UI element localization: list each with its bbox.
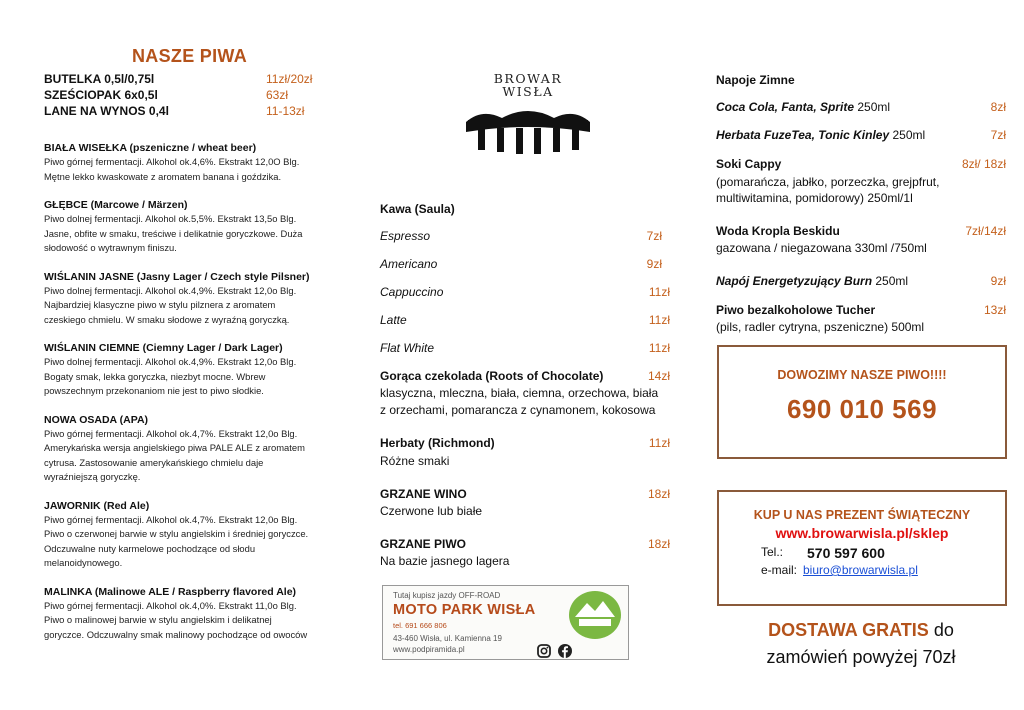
beer-item: JAWORNIK (Red Ale) Piwo górnej fermentacji. Alkohol ok.4,7%. Ekstrakt 12,0o Blg. Piwo o czerwonej barwie w stylu angielskim i średniej goryczce. Odczuwalne nuty karmelowe pochodzące od słodu melanoidynowego.: [44, 499, 309, 568]
coffee-title: Kawa (Saula): [380, 202, 455, 216]
delivery-title: DOWOZIMY NASZE PIWO!!!!: [777, 368, 947, 382]
menu-row: Woda Kropla Beskidu 7zł/14zł: [716, 224, 1006, 238]
price-row: SZEŚCIOPAK 6x0,5l 63zł: [44, 88, 289, 102]
moto-park-badge-icon: [567, 589, 623, 641]
email-link[interactable]: biuro@browarwisla.pl: [803, 563, 918, 577]
brewery-logo: [462, 72, 594, 160]
beer-item: WIŚLANIN CIEMNE (Ciemny Lager / Dark Lager) Piwo dolnej fermentacji. Alkohol ok.4,9%. Ekstrakt 12,0o Blg. Bogaty smak, lekka goryczka, niezbyt mocne. Wbrew powszechnym przekonaniom nie jest to piwo słodkie.: [44, 342, 297, 396]
price-list: [44, 71, 344, 119]
beer-item: NOWA OSADA (APA) Piwo górnej fermentacji. Alkohol ok.4,7%. Ekstrakt 12,0o Blg. Amerykańska wersja angielskiego piwa PALE ALE z aromatem cytrusa. Zastosowanie amerykańskiego chmielu daje wyraźniejszą goryczkę.: [44, 413, 305, 482]
instagram-icon[interactable]: [537, 644, 551, 658]
gift-box: [717, 490, 1007, 606]
beer-column: [44, 46, 344, 642]
menu-row: Gorąca czekolada (Roots of Chocolate) 14zł: [380, 369, 670, 383]
gift-tel-row: Tel.: 570 597 600: [761, 545, 885, 561]
menu-row: Piwo bezalkoholowe Tucher 13zł: [716, 303, 1006, 317]
gift-email-row: e-mail: biuro@browarwisla.pl: [761, 563, 918, 577]
beer-item: MALINKA (Malinowe ALE / Raspberry flavored Ale) Piwo górnej fermentacji. Alkohol ok.4,0%. Ekstrakt 11,0o Blg. Piwo o malinowej barwie w stylu angielskim i delikatnej goryczce. Odczuwalny smak malinowy pochodzące od owoców: [44, 585, 308, 640]
tea-desc: Różne smaki: [380, 454, 450, 468]
menu-row: Soki Cappy 8zł/ 18zł: [716, 157, 1006, 171]
shop-link[interactable]: www.browarwisla.pl/sklep: [775, 525, 949, 541]
price-row: LANE NA WYNOS 0,4l 11-13zł: [44, 104, 305, 118]
logo-text: WISŁA: [502, 84, 554, 99]
facebook-icon[interactable]: [558, 644, 572, 658]
price-row: BUTELKA 0,5l/0,75l 11zł/20zł: [44, 72, 313, 86]
delivery-box: [717, 345, 1007, 459]
menu-row: Cappuccino 11zł: [380, 285, 670, 299]
delivery-phone[interactable]: 690 010 569: [786, 394, 938, 424]
shipping-note: DOSTAWA GRATIS do zamówień powyżej 70zł: [766, 620, 956, 667]
mulled-beer-desc: Na bazie jasnego lagera: [380, 554, 510, 568]
menu-row: GRZANE WINO 18zł: [380, 487, 670, 501]
menu-row: Americano 9zł: [380, 257, 662, 271]
chocolate-desc: z orzechami, pomarancza z cynamonem, kokosowa: [380, 403, 656, 417]
wine-desc: Czerwone lub białe: [380, 504, 483, 518]
gift-phone[interactable]: 570 597 600: [807, 545, 885, 561]
gift-title: KUP U NAS PREZENT ŚWIĄTECZNY: [753, 508, 971, 522]
beer-item: WIŚLANIN JASNE (Jasny Lager / Czech style Pilsner) Piwo dolnej fermentacji. Alkohol ok.4,9%. Ekstrakt 12,0o Blg. Najbardziej klasyczne piwo w stylu pilznera z aromatem czeskiego chmielu. W smaku słodowe z wyraźną goryczką.: [44, 270, 310, 325]
menu-row: Napój Energetyzujący Burn 250ml 9zł: [716, 274, 1006, 288]
moto-park-ad: Tutaj kupisz jazdy OFF-ROAD MOTO PARK WISŁA tel. 691 666 806 43-460 Wisła, ul. Kamienna 19 www.podpiramida.pl: [382, 585, 629, 660]
cold-drinks-title: Napoje Zimne: [716, 73, 795, 87]
beer-item: GŁĘBCE (Marcowe / Märzen) Piwo dolnej fermentacji. Alkohol ok.5,5%. Ekstrakt 13,5o Blg. Jasne, obfite w smaku, treściwe i delikatnie goryczkowe. Duża słodowość o wytrawnym finiszu.: [44, 199, 303, 253]
chocolate-desc: klasyczna, mleczna, biała, ciemna, orzechowa, biała: [380, 386, 659, 400]
logo-text: BROWAR: [493, 71, 563, 86]
juice-desc: multiwitamina, pomidorowy) 250ml/1l: [716, 191, 913, 205]
menu-row: GRZANE PIWO 18zł: [380, 537, 670, 551]
menu-row: Latte 11zł: [380, 313, 670, 327]
bridge-icon: [462, 98, 594, 156]
section-title-beers: NASZE PIWA: [132, 46, 248, 66]
menu-row: Coca Cola, Fanta, Sprite 250ml 8zł: [716, 100, 1006, 114]
beer-item: BIAŁA WISEŁKA (pszeniczne / wheat beer) Piwo górnej fermentacji. Alkohol ok.4,6%. Ekstrakt 12,0O Blg. Mętne lekko kwaskowate z aromatem banana i goździka.: [44, 142, 300, 182]
nonalc-desc: (pils, radler cytryna, pszeniczne) 500ml: [716, 320, 925, 334]
water-desc: gazowana / niegazowana 330ml /750ml: [716, 241, 927, 255]
menu-row: Espresso 7zł: [380, 229, 662, 243]
juice-desc: (pomarańcza, jabłko, porzeczka, grejpfrut,: [716, 175, 940, 189]
menu-row: Flat White 11zł: [380, 341, 670, 355]
menu-row: Herbaty (Richmond) 11zł: [380, 436, 670, 450]
menu-row: Herbata FuzeTea, Tonic Kinley 250ml 7zł: [716, 128, 1006, 142]
